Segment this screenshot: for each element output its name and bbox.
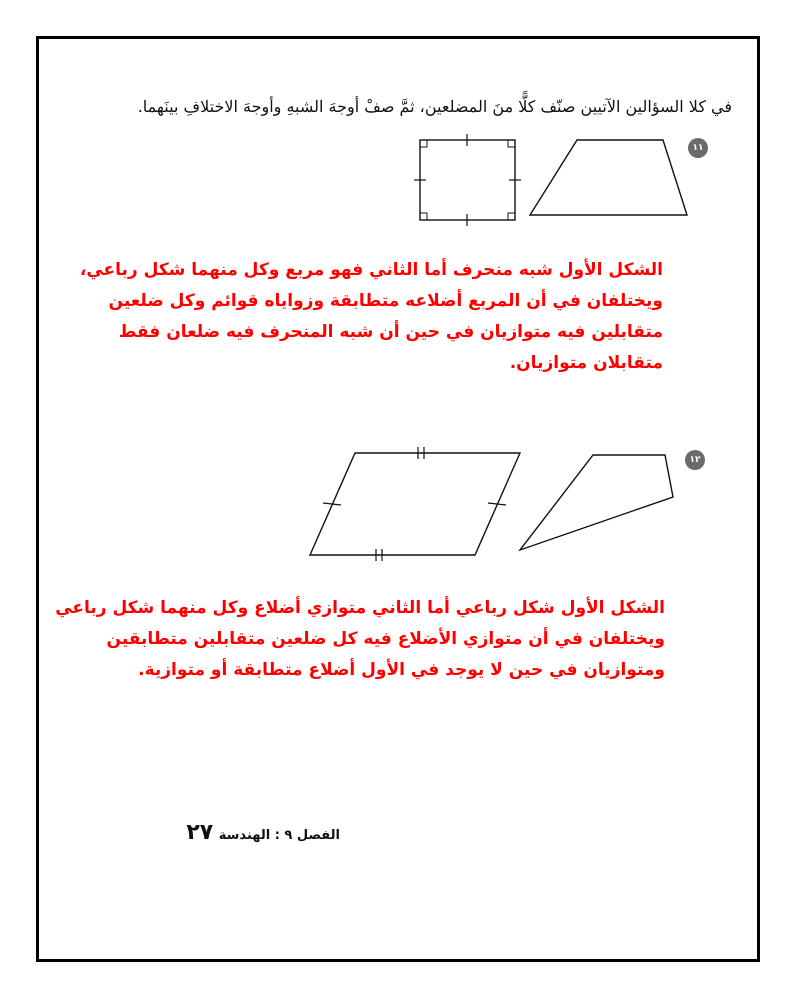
answer-12-line: الشكل الأول شكل رباعي أما الثاني متوازي أضلاع وكل منهما شكل رباعي — [55, 598, 665, 618]
trapezoid-shape — [525, 135, 695, 225]
answer-11 — [79, 255, 663, 379]
page-number: ٢٧ — [186, 820, 214, 845]
question-number-12: ١٢ — [685, 450, 705, 470]
answer-11-line: متقابلين فيه متوازيان في حين أن شبه المنحرف فيه ضلعان فقط — [118, 322, 663, 342]
quadrilateral-shape — [515, 450, 680, 555]
page-footer — [140, 820, 340, 845]
question-number-11: ١١ — [688, 138, 708, 158]
parallelogram-shape — [310, 445, 530, 565]
answer-12 — [55, 593, 665, 686]
answer-12-line: ومتوازيان في حين لا يوجد في الأول أضلاع متطابقة أو متوازية. — [138, 660, 665, 680]
answer-11-line: الشكل الأول شبه منحرف أما الثاني فهو مربع وكل منهما شكل رباعي، — [79, 260, 663, 280]
answer-11-line: متقابلان متوازيان. — [509, 353, 663, 373]
instruction-text: في كلا السؤالين الآتيين صنّف كلًّا منَ المضلعين، ثمَّ صفْ أوجهَ الشبهِ وأوجهَ الاختلافِ بينَهما. — [137, 97, 732, 116]
chapter-label: الفصل ٩ : الهندسة — [218, 828, 340, 843]
answer-12-line: ويختلفان في أن متوازي الأضلاع فيه كل ضلعين متقابلين متطابقين — [106, 629, 665, 649]
square-shape — [405, 130, 530, 230]
answer-11-line: ويختلفان في أن المربع أضلاعه متطابقة وزواياه قوائم وكل ضلعين — [108, 291, 663, 311]
